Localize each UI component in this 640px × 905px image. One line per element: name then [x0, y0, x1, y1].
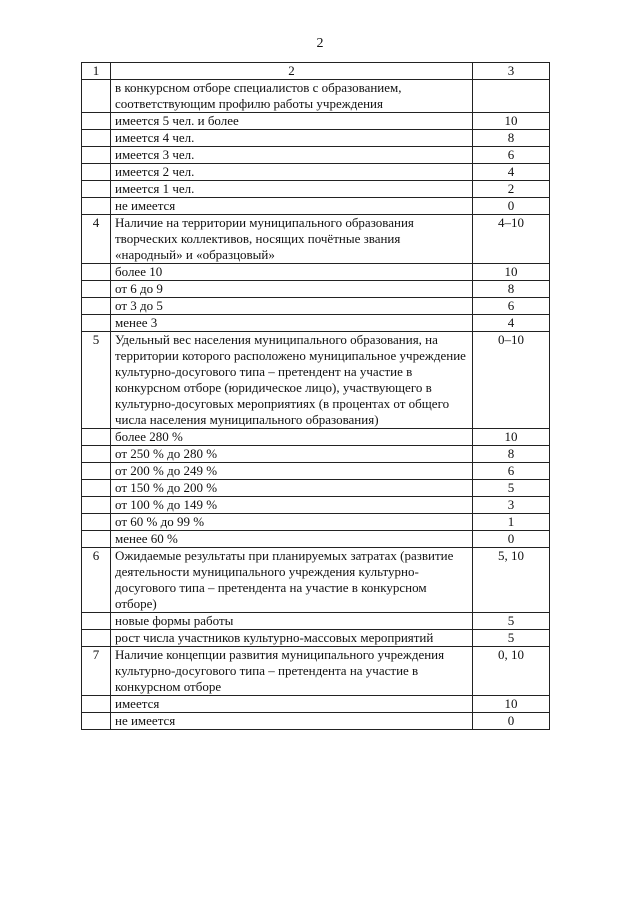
table-row: [82, 514, 550, 531]
score-cell: 10: [473, 696, 550, 713]
row-number: [82, 281, 111, 298]
row-number: 7: [82, 647, 111, 696]
option-text: более 10: [111, 264, 473, 281]
option-text: от 150 % до 200 %: [111, 480, 473, 497]
score-cell: 8: [473, 281, 550, 298]
table-row: [82, 429, 550, 446]
table-row: [82, 80, 550, 113]
option-text: от 200 % до 249 %: [111, 463, 473, 480]
header-col-3: 3: [473, 63, 550, 80]
option-text: имеется 3 чел.: [111, 147, 473, 164]
table-row: [82, 181, 550, 198]
table-row: [82, 298, 550, 315]
table-row: [82, 630, 550, 647]
option-text: от 60 % до 99 %: [111, 514, 473, 531]
row-number: [82, 696, 111, 713]
score-cell: 0, 10: [473, 647, 550, 696]
option-text: в конкурсном отборе специалистов с образованием, соответствующим профилю работы учреждения: [111, 80, 473, 113]
score-cell: 8: [473, 130, 550, 147]
header-col-1: 1: [82, 63, 111, 80]
table-row: [82, 713, 550, 730]
row-number: [82, 713, 111, 730]
row-number: [82, 613, 111, 630]
score-cell: 4: [473, 164, 550, 181]
row-number: [82, 429, 111, 446]
score-cell: 5, 10: [473, 548, 550, 613]
row-number: [82, 164, 111, 181]
option-text: от 250 % до 280 %: [111, 446, 473, 463]
score-cell: 6: [473, 463, 550, 480]
table-row: [82, 113, 550, 130]
option-text: имеется 5 чел. и более: [111, 113, 473, 130]
table-row: [82, 497, 550, 514]
row-number: [82, 80, 111, 113]
score-cell: 0: [473, 198, 550, 215]
header-col-2: 2: [111, 63, 473, 80]
row-number: [82, 514, 111, 531]
row-number: 6: [82, 548, 111, 613]
table-row: [82, 531, 550, 548]
score-cell: 6: [473, 147, 550, 164]
option-text: рост числа участников культурно-массовых мероприятий: [111, 630, 473, 647]
criterion-text: Наличие на территории муниципального образования творческих коллективов, носящих почётные звания «народный» и «образцовый»: [111, 215, 473, 264]
score-cell: 10: [473, 113, 550, 130]
table-row: [82, 696, 550, 713]
table-row: [82, 647, 550, 696]
criterion-text: Ожидаемые результаты при планируемых затратах (развитие деятельности муниципального учреждения культурно-досугового типа – претендента на участие в конкурсном отборе): [111, 548, 473, 613]
table-body: [82, 80, 550, 730]
criterion-text: Наличие концепции развития муниципального учреждения культурно-досугового типа – претендента на участие в конкурсном отборе: [111, 647, 473, 696]
row-number: [82, 463, 111, 480]
row-number: [82, 315, 111, 332]
table-row: [82, 281, 550, 298]
row-number: 5: [82, 332, 111, 429]
option-text: менее 60 %: [111, 531, 473, 548]
option-text: от 3 до 5: [111, 298, 473, 315]
table-row: [82, 315, 550, 332]
criterion-text: Удельный вес населения муниципального образования, на территории которого расположено муниципальное учреждение культурно-досугового типа – претендент на участие в конкурсном отборе (юридическое лицо), участвующего в культурно-досуговых мероприятиях (в процентах от общего числа населения муниципального образования): [111, 332, 473, 429]
row-number: [82, 630, 111, 647]
header-row: [82, 63, 550, 80]
table-row: [82, 446, 550, 463]
score-cell: 2: [473, 181, 550, 198]
score-cell: 0: [473, 531, 550, 548]
row-number: [82, 198, 111, 215]
option-text: от 6 до 9: [111, 281, 473, 298]
score-cell: 5: [473, 480, 550, 497]
table-row: [82, 548, 550, 613]
option-text: менее 3: [111, 315, 473, 332]
score-cell: 0–10: [473, 332, 550, 429]
table-row: [82, 463, 550, 480]
row-number: [82, 497, 111, 514]
option-text: имеется 4 чел.: [111, 130, 473, 147]
option-text: более 280 %: [111, 429, 473, 446]
score-cell: 0: [473, 713, 550, 730]
score-cell: 5: [473, 630, 550, 647]
table-row: [82, 164, 550, 181]
row-number: [82, 130, 111, 147]
table-row: [82, 613, 550, 630]
score-cell: [473, 80, 550, 113]
option-text: имеется: [111, 696, 473, 713]
table-row: [82, 332, 550, 429]
row-number: 4: [82, 215, 111, 264]
score-cell: 10: [473, 264, 550, 281]
score-cell: 4: [473, 315, 550, 332]
table-row: [82, 198, 550, 215]
row-number: [82, 531, 111, 548]
table-header: [82, 63, 550, 80]
score-cell: 5: [473, 613, 550, 630]
row-number: [82, 113, 111, 130]
score-cell: 10: [473, 429, 550, 446]
option-text: имеется 1 чел.: [111, 181, 473, 198]
table-row: [82, 130, 550, 147]
row-number: [82, 147, 111, 164]
score-cell: 3: [473, 497, 550, 514]
row-number: [82, 480, 111, 497]
criteria-table: [81, 62, 550, 730]
row-number: [82, 264, 111, 281]
option-text: не имеется: [111, 198, 473, 215]
score-cell: 4–10: [473, 215, 550, 264]
table-row: [82, 480, 550, 497]
row-number: [82, 446, 111, 463]
row-number: [82, 298, 111, 315]
page-number: 2: [316, 36, 324, 51]
row-number: [82, 181, 111, 198]
table-row: [82, 147, 550, 164]
option-text: от 100 % до 149 %: [111, 497, 473, 514]
option-text: новые формы работы: [111, 613, 473, 630]
score-cell: 6: [473, 298, 550, 315]
table-row: [82, 215, 550, 264]
score-cell: 8: [473, 446, 550, 463]
score-cell: 1: [473, 514, 550, 531]
option-text: не имеется: [111, 713, 473, 730]
option-text: имеется 2 чел.: [111, 164, 473, 181]
table-row: [82, 264, 550, 281]
